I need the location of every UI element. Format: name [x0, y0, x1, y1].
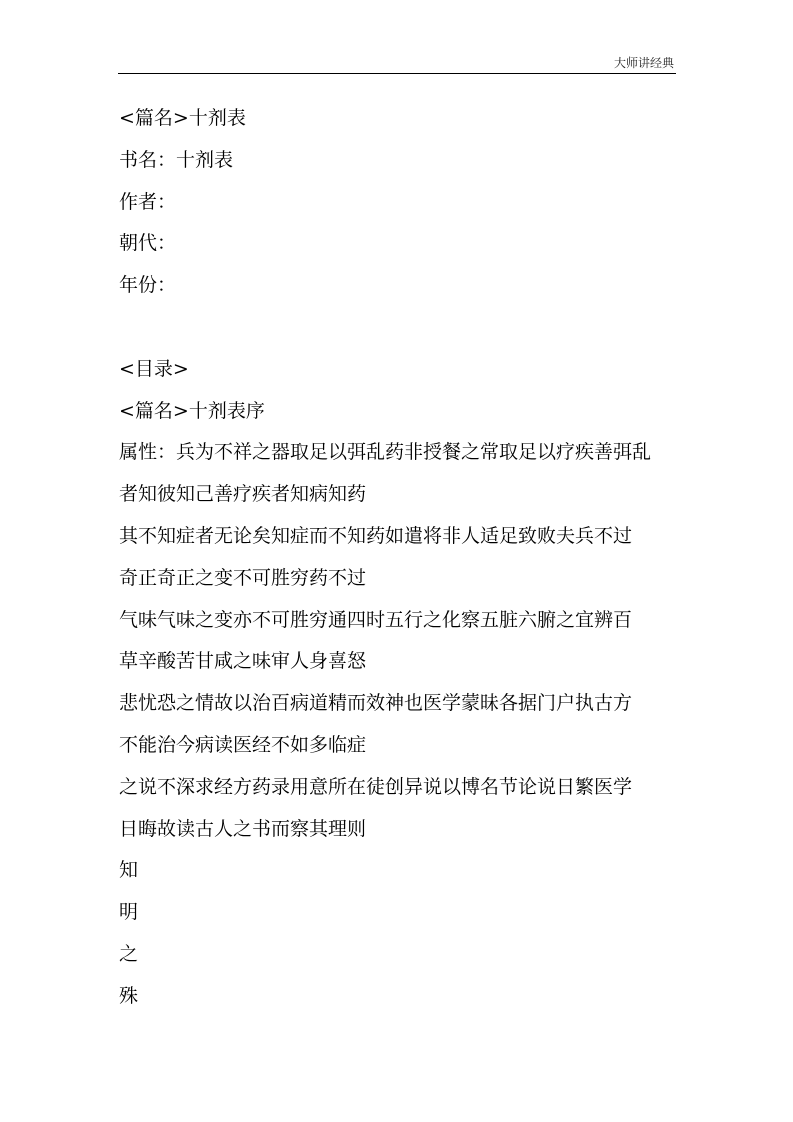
document-body: [119, 98, 679, 1018]
header-rule: [118, 73, 676, 74]
text-line: 不能治今病读医经不如多临症: [119, 733, 367, 756]
text-line: 者知彼知己善疗疾者知病知药: [119, 483, 367, 506]
text-line: 悲忧恐之情故以治百病道精而效神也医学蒙昧各据门户执古方: [119, 692, 633, 715]
text-line: 日晦故读古人之书而察其理则: [119, 817, 367, 840]
text-line: 书名：十剂表: [119, 148, 234, 171]
text-line: 朝代：: [119, 232, 177, 255]
text-line: <目录>: [119, 357, 189, 380]
text-line: 草辛酸苦甘咸之味审人身喜怒: [119, 650, 367, 673]
text-line: 明: [119, 901, 139, 924]
text-line: 之: [119, 942, 139, 965]
running-header: 大师讲经典: [613, 56, 674, 70]
text-line: 属性：兵为不祥之器取足以弭乱药非授餐之常取足以疗疾善弭乱: [119, 441, 652, 464]
text-line: 年份：: [119, 274, 177, 297]
text-line: <篇名>十剂表: [119, 107, 246, 129]
text-line: 其不知症者无论矣知症而不知药如遣将非人适足致败夫兵不过: [119, 524, 633, 547]
text-line: 知: [119, 859, 139, 882]
text-line: 之说不深求经方药录用意所在徒创异说以博名节论说日繁医学: [119, 775, 633, 798]
text-line: 奇正奇正之变不可胜穷药不过: [119, 566, 367, 589]
text-line: <篇名>十剂表序: [119, 399, 265, 422]
text-line: 作者：: [119, 190, 177, 213]
text-line: [119, 307, 679, 349]
text-line: 殊: [119, 984, 139, 1007]
text-line: 气味气味之变亦不可胜穷通四时五行之化察五脏六腑之宜辨百: [119, 608, 633, 631]
